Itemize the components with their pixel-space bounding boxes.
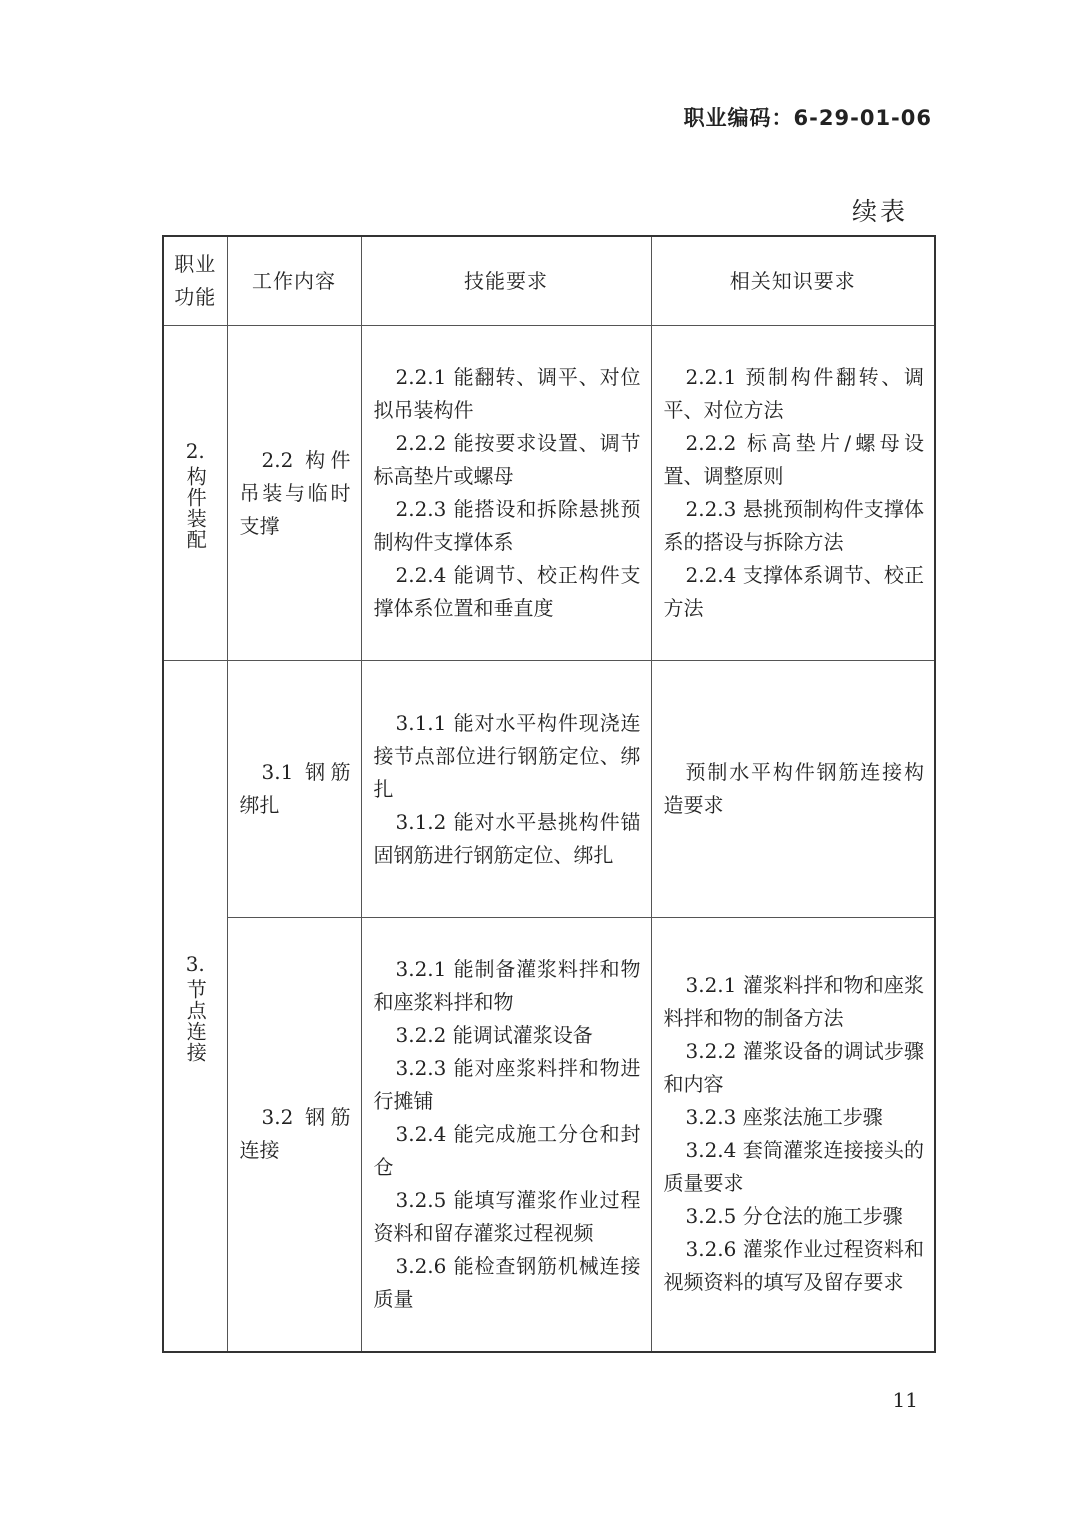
table-header-row — [163, 236, 935, 326]
knowledge-item: 2.2.3 悬挑预制构件支撑体系的搭设与拆除方法 — [663, 497, 924, 554]
skill-item: 3.2.1 能制备灌浆料拌和物和座浆料拌和物 — [373, 956, 641, 1014]
table-row — [163, 661, 935, 918]
knowledge-item: 3.2.1 灌浆料拌和物和座浆料拌和物的制备方法 — [663, 973, 924, 1031]
skill-item: 3.2.4 能完成施工分仓和封仓 — [373, 1121, 641, 1179]
skill-item: 3.2.5 能填写灌浆作业过程资料和留存灌浆过程视频 — [373, 1187, 641, 1245]
header-work-content: 工作内容 — [227, 236, 361, 326]
knowledge-item: 预制水平构件钢筋连接构造要求 — [663, 760, 924, 817]
function-number: 3. — [185, 951, 205, 976]
table-row — [163, 326, 935, 661]
skill-item: 3.2.6 能检查钢筋机械连接质量 — [373, 1253, 641, 1311]
skill-item: 2.2.4 能调节、校正构件支撑体系位置和垂直度 — [373, 563, 641, 620]
knowledge-item: 2.2.1 预制构件翻转、调平、对位方法 — [663, 365, 924, 422]
skill-cell — [361, 918, 651, 1352]
work-content-cell — [227, 661, 361, 918]
skill-cell — [361, 661, 651, 918]
work-content-cell — [227, 918, 361, 1352]
skill-item: 3.2.2 能调试灌浆设备 — [395, 1022, 593, 1047]
knowledge-item: 2.2.2 标高垫片/螺母设置、调整原则 — [663, 431, 924, 488]
knowledge-item: 3.2.4 套筒灌浆连接接头的质量要求 — [663, 1138, 924, 1196]
knowledge-cell — [651, 661, 935, 918]
header-function: 职业功能 — [163, 236, 227, 326]
knowledge-item: 2.2.4 支撑体系调节、校正方法 — [663, 563, 924, 620]
work-content-cell — [227, 326, 361, 661]
skill-item: 2.2.1 能翻转、调平、对位拟吊装构件 — [373, 365, 641, 422]
knowledge-item: 3.2.2 灌浆设备的调试步骤和内容 — [663, 1039, 924, 1097]
skill-item: 3.2.3 能对座浆料拌和物进行摊铺 — [373, 1055, 641, 1113]
function-name: 构件装配 — [183, 466, 208, 550]
header-skill-requirements: 技能要求 — [361, 236, 651, 326]
function-name: 节点连接 — [183, 978, 208, 1063]
occupation-code: 职业编码：6-29-01-06 — [683, 106, 932, 130]
skill-cell — [361, 326, 651, 661]
function-cell — [163, 326, 227, 661]
knowledge-item: 3.2.6 灌浆作业过程资料和视频资料的填写及留存要求 — [663, 1237, 924, 1295]
work-content-text: 3.2 钢筋连接 — [239, 1105, 351, 1163]
skill-item: 2.2.3 能搭设和拆除悬挑预制构件支撑体系 — [373, 497, 641, 554]
work-content-text: 2.2 构件吊装与临时支撑 — [239, 447, 351, 538]
table-row — [163, 918, 935, 1352]
function-cell — [163, 661, 227, 1352]
continued-label: 续表 — [851, 197, 908, 226]
page-number: 11 — [892, 1388, 918, 1412]
header-knowledge-requirements: 相关知识要求 — [651, 236, 935, 326]
skill-item: 2.2.2 能按要求设置、调节标高垫片或螺母 — [373, 431, 641, 488]
knowledge-item: 3.2.5 分仓法的施工步骤 — [685, 1204, 903, 1229]
skill-item: 3.1.2 能对水平悬挑构件锚固钢筋进行钢筋定位、绑扎 — [373, 809, 641, 867]
knowledge-cell — [651, 918, 935, 1352]
requirements-table — [162, 235, 936, 1353]
work-content-text: 3.1 钢筋绑扎 — [239, 760, 351, 817]
function-number: 2. — [185, 439, 205, 463]
knowledge-item: 3.2.3 座浆法施工步骤 — [685, 1105, 883, 1130]
knowledge-cell — [651, 326, 935, 661]
skill-item: 3.1.1 能对水平构件现浇连接节点部位进行钢筋定位、绑扎 — [373, 710, 641, 801]
